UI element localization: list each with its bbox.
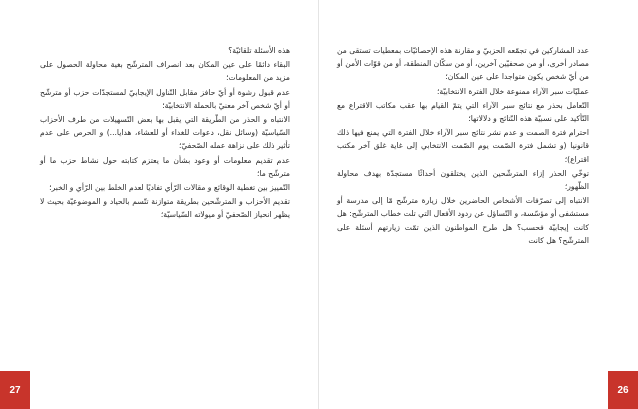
paragraph: التّعامل بحذر مع نتائج سبر الآراء التي يتمّ القيام بها عقب مكاتب الاقتراع مع التّأكيد على نسبيّة هذه النّتائج و دلالاتها؛ <box>337 100 589 124</box>
paragraph: الانتباه إلى تصرّفات الأشخاص الحاضرين خلال زيارة مترشّح مّا إلى مدرسة أو مستشفى أو مؤسّسة، و التّساؤل عن ردود الأفعال التي تلت خطاب المترشّح: هل كانت إيجابيّة فحسب؟ هل طرح المواطنون الذين تمّت زيارتهم أسئلة على المترشّح؟ هل كانت <box>337 196 589 245</box>
paragraph: تقديم الأحزاب و المترشّحين بطريقة متوازنة تتّسم بالحياد و الموضوعيّة بحيث لا يظهر انحياز الصّحفيّ أو ميولاته السّياسيّة؛ <box>40 197 290 220</box>
left-text-column <box>40 44 290 223</box>
paragraph: الانتباه و الحذر من الطّريقة التي يقبل بها بعض التّسهيلات من طرف الأحزاب السّياسيّة (وسائل نقل، دعوات للغداء أو للعشاء، هدايا...) و الحرص على عدم تأثير ذلك على نزاهة عمله الصّحفيّ؛ <box>40 115 290 151</box>
left-heading: هذه الأسئلة تلقائيّة؟ <box>228 46 290 55</box>
right-text-column <box>337 44 589 248</box>
paragraph: عمليّات سبر الآراء ممنوعة خلال الفترة الانتخابيّة؛ <box>437 86 589 96</box>
paragraph: عدد المشاركين في تجمّعه الحزبيّ و مقارنة هذه الإحصائيّات بمعطيات تستقى من مصادر أخرى، أو من صحفيّين آخرين، أو من سكّان المنطقة، أو من قوّات الأمن أو من أيّ شخص يكون متواجدا على عين المكان؛ <box>337 46 589 82</box>
paragraph: توخّي الحذر إزاء المترشّحين الذين يختلقون أحداثًا مستجدّة بهدف محاولة الظّهور؛ <box>337 168 589 192</box>
paragraph: التّمييز بين تغطية الوقائع و مقالات الرّأي تفاديًا لعدم الخلط بين الرّأي و الخبر؛ <box>49 183 290 193</box>
paragraph: البقاء دائمًا على عين المكان بعد انصراف المترشّح بغية محاولة الحصول على مزيد من المعلومات؛ <box>40 60 290 83</box>
right-page <box>319 0 638 409</box>
paragraph: احترام فترة الصمت و عدم نشر نتائج سبر الآراء خلال الفترة التي يمنع فيها ذلك قانونيا (و تشمل فترة الصّمت يوم الصّمت الانتخابي إلى غاية غلق آخر مكتب اقتراع)؛ <box>337 128 589 164</box>
page-number-badge: 27 <box>0 371 30 409</box>
paragraph: عدم قبول رشوة أو أيّ حافز مقابل التّناول الإيجابيّ لمستجدّات حزب أو مترشّح أو أيّ شخص آخر معنيّ بالحملة الانتخابيّة؛ <box>40 87 290 110</box>
page-number-badge: 26 <box>608 371 638 409</box>
paragraph: عدم تقديم معلومات أو وعود بشأن ما يعتزم كتابته حول نشاط حزب ما أو مترشّح ما؛ <box>40 155 290 178</box>
